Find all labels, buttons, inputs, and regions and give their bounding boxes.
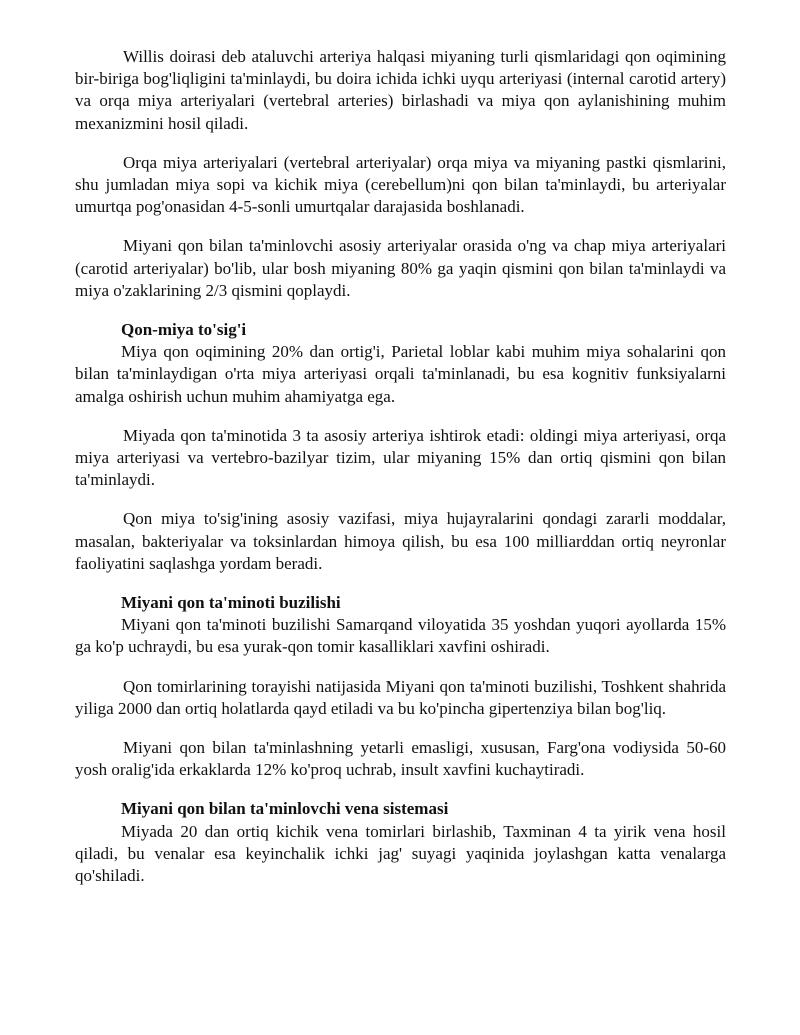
section-blood-brain-barrier xyxy=(75,319,726,575)
paragraph-barrier-function: Qon miya to'sig'ining asosiy vazifasi, miya hujayralarini qondagi zararli moddalar, masalan, bakteriyalar va toksinlardan himoya qilish, bu esa 100 milliarddan ortiq neyronlar faoliyatini saqlashga yordam beradi. xyxy=(75,509,726,573)
section-heading: Qon-miya to'sig'i xyxy=(121,320,247,340)
paragraph-veins: Miyada 20 dan ortiq kichik vena tomirlari birlashib, Taxminan 4 ta yirik vena hosil qiladi, bu venalar esa keyinchalik ichki jag' suyagi yaqinida joylashgan katta venalarga qo'shiladi. xyxy=(75,821,726,886)
paragraph-willis-circle: Willis doirasi deb ataluvchi arteriya halqasi miyaning turli qismlaridagi qon oqimining bir-biriga bog'liqligini ta'minlaydi, bu doira ichida ichki uyqu arteriyasi (internal carotid artery) va orqa miya arteriyalari (vertebral arteries) birlashadi va miya qon aylanishining muhim mexanizmini hosil qiladi. xyxy=(75,47,726,133)
paragraph-main-arteries: Miyada qon ta'minotida 3 ta asosiy arteriya ishtirok etadi: oldingi miya arteriyasi, orqa miya arteriyasi va vertebro-bazilyar tizim, ular miyaning 15% dan ortiq qismini qon bilan ta'minlaydi. xyxy=(75,425,726,490)
section-heading: Miyani qon bilan ta'minlovchi vena sistemasi xyxy=(121,799,449,819)
section-circulation-disorder xyxy=(75,592,726,781)
paragraph-toshkent: Qon tomirlarining torayishi natijasida Miyani qon ta'minoti buzilishi, Toshkent shahrida yiliga 2000 dan ortiq holatlarda qayd etiladi va bu ko'pincha gipertenziya bilan bog'liq. xyxy=(75,676,726,718)
paragraph-vertebral-arteries: Orqa miya arteriyalari (vertebral arteriyalar) orqa miya va miyaning pastki qismlarini, shu jumladan miya sopi va kichik miya (cerebellum)ni qon bilan ta'minlaydi, bu arteriyalar umurtqa pog'onasidan 4-5-sonli umurtqalar darajasida boshlanadi. xyxy=(75,152,726,217)
paragraph-fargona: Miyani qon bilan ta'minlashning yetarli emasligi, xususan, Farg'ona vodiysida 50-60 yosh oralig'ida erkaklarda 12% ko'proq uchrab, insult xavfini kuchaytiradi. xyxy=(75,738,726,780)
paragraph-samarqand: Miyani qon ta'minoti buzilishi Samarqand viloyatida 35 yoshdan yuqori ayollarda 15% ga ko'p uchraydi, bu esa yurak-qon tomir kasalliklari xavfini oshiradi. xyxy=(75,615,726,657)
paragraph-blood-flow: Miya qon oqimining 20% dan ortig'i, Parietal loblar kabi muhim miya sohalarini qon bilan ta'minlaydigan o'rta miya arteriyasi orqali ta'minlanadi, bu esa kognitiv funksiyalarni amalga oshirish uchun muhim ahamiyatga ega. xyxy=(75,342,726,406)
section-heading: Miyani qon ta'minoti buzilishi xyxy=(121,593,341,613)
paragraph-carotid-arteries: Miyani qon bilan ta'minlovchi asosiy arteriyalar orasida o'ng va chap miya arteriyalari (carotid arteriyalar) bo'lib, ular bosh miyaning 80% ga yaqin qismini qon bilan ta'minlaydi va miya o'zaklarining 2/3 qismini qoplaydi. xyxy=(75,236,726,300)
section-venous-system xyxy=(75,798,726,887)
